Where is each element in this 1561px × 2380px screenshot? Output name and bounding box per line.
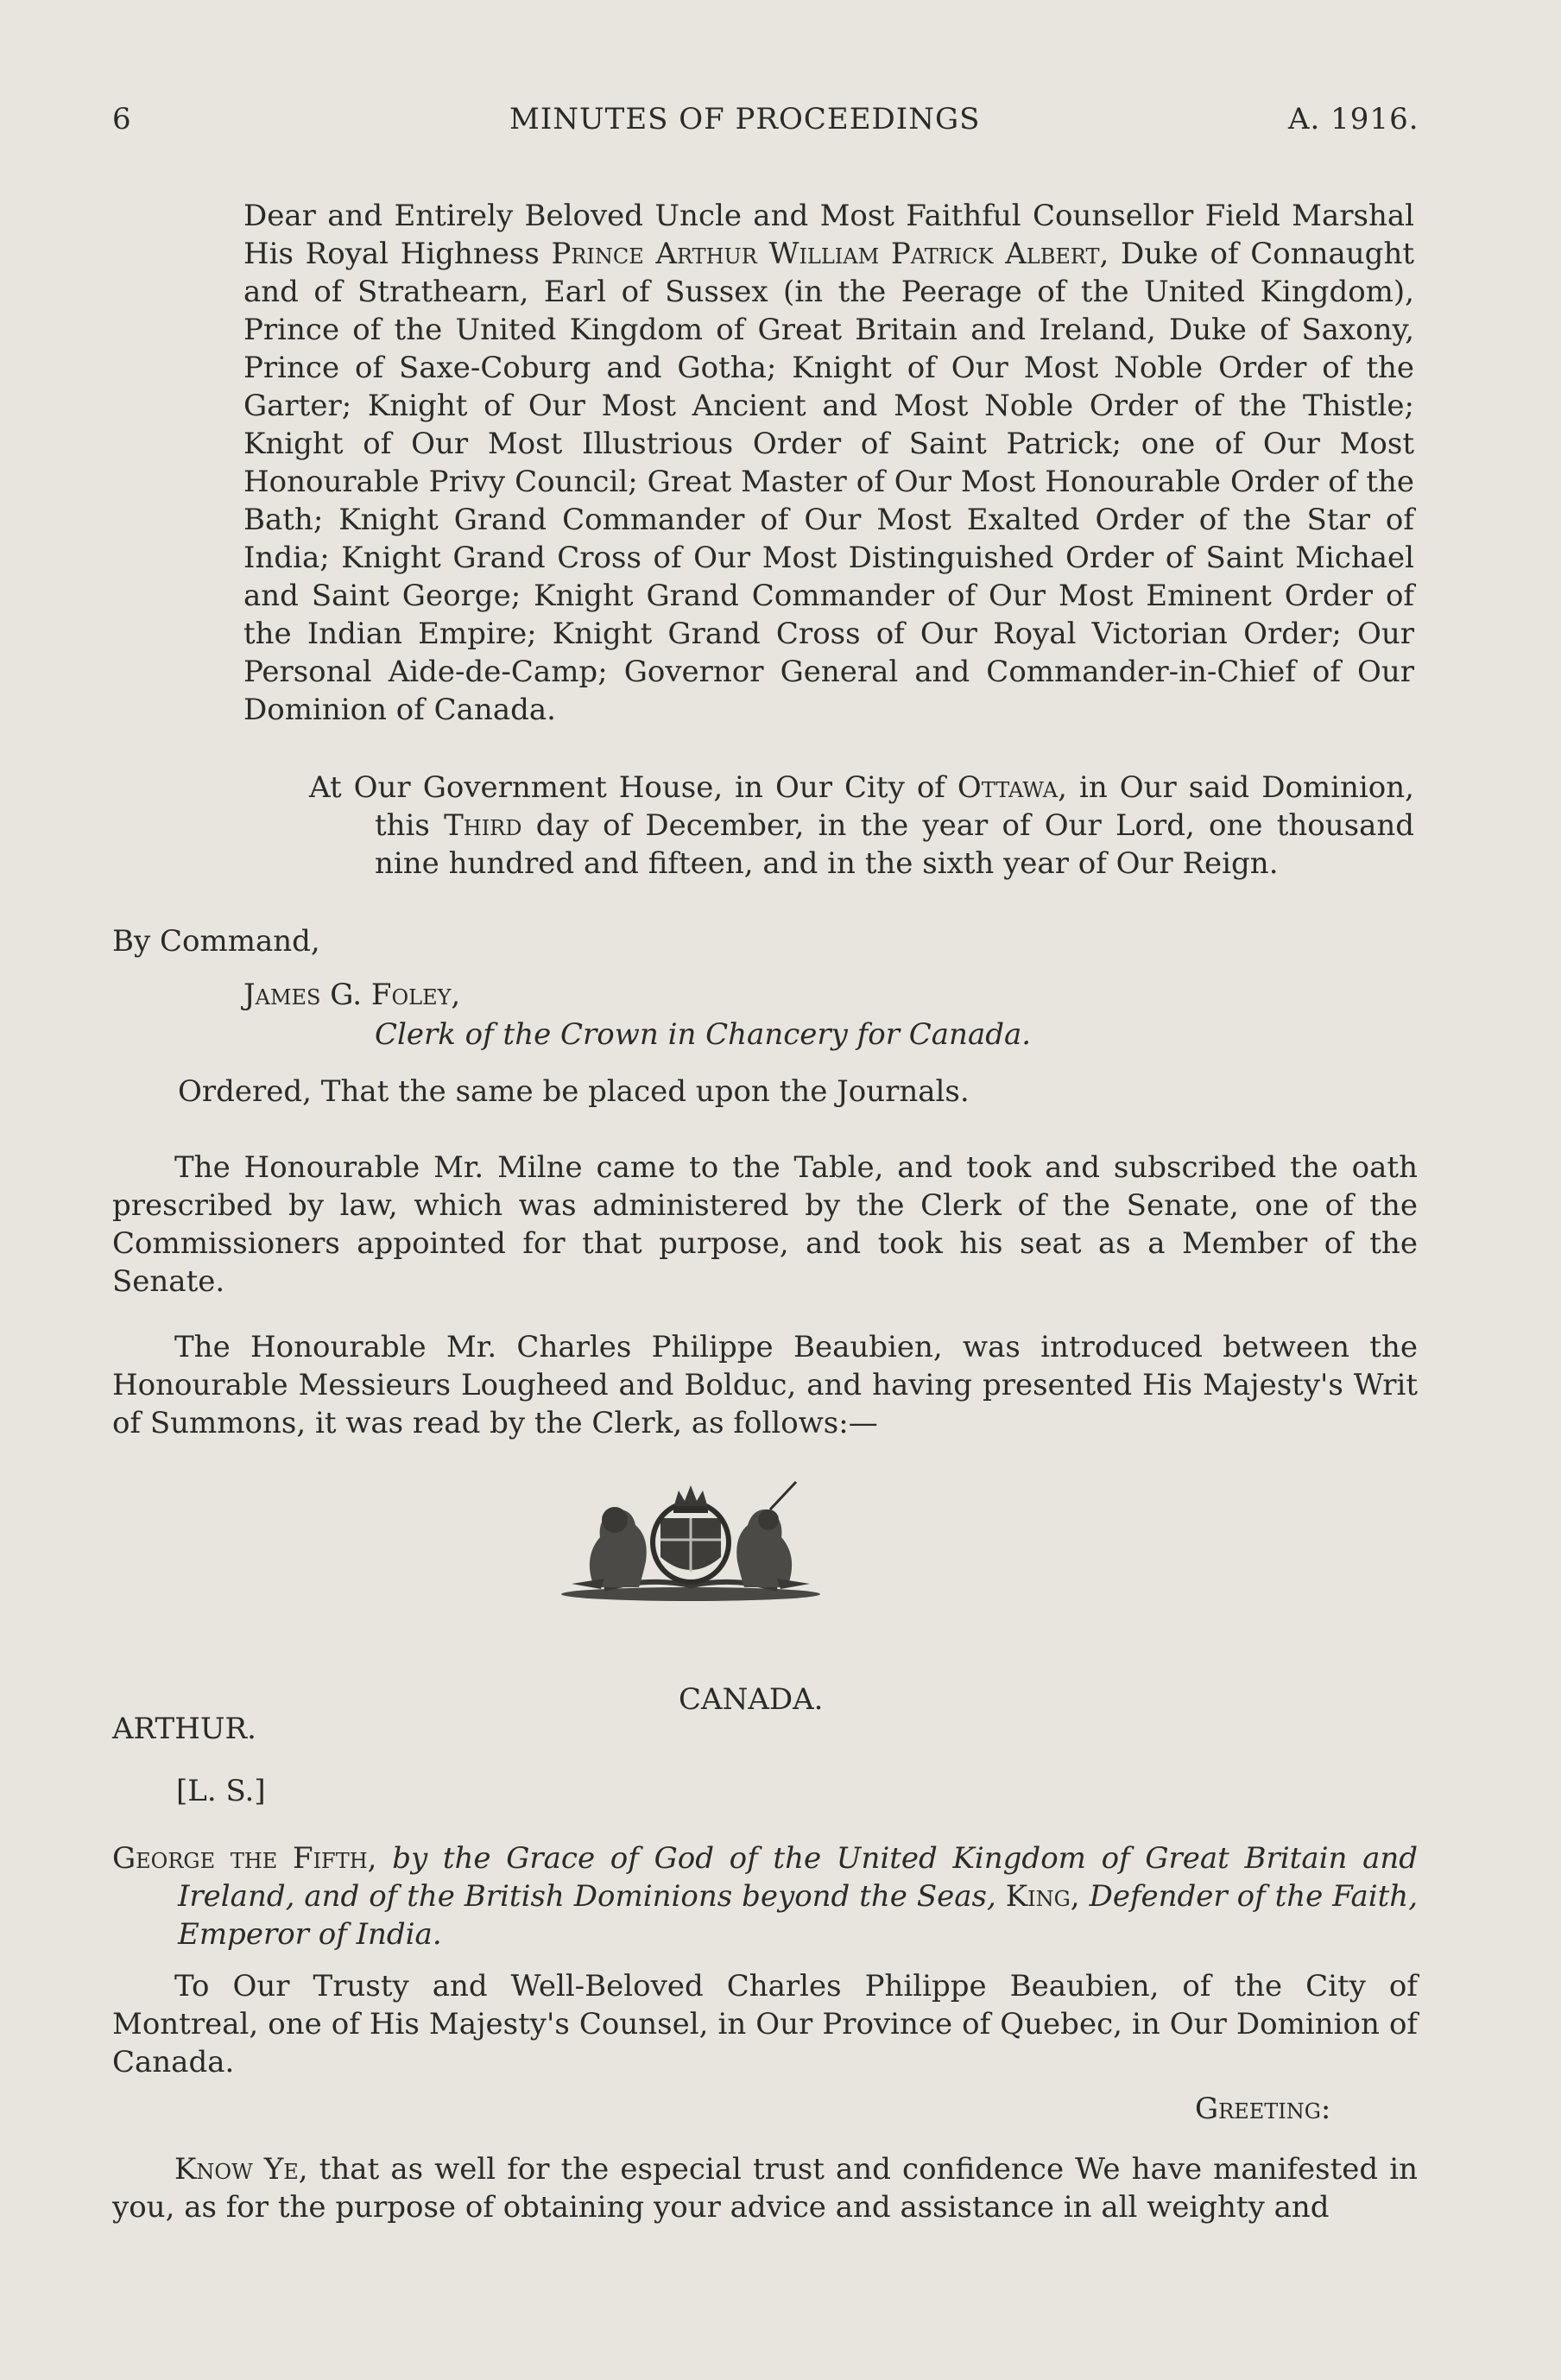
- dateline-part2: in Our said Dominion, this: [375, 770, 1414, 843]
- beaubien-paragraph: The Honourable Mr. Charles Philippe Beaubien, was introduced between the Honourable Messieurs Lougheed and Bolduc, and having presented His Majesty's Writ of Summons, it was read by the Clerk, as follows:—: [112, 1330, 1418, 1440]
- king-style: [112, 1839, 1418, 1953]
- writ-greeting: Greeting:: [1195, 2092, 1331, 2126]
- king-style-block: [112, 1839, 1418, 1953]
- running-title: MINUTES OF PROCEEDINGS: [509, 102, 981, 136]
- know-ye-paragraph: [112, 2150, 1418, 2226]
- know-ye-rest: that as well for the especial trust and confidence We have manifested in you, as for the purpose of obtaining your advice and assistance in all weighty and: [112, 2152, 1419, 2225]
- beaubien-paragraph-block: [112, 1328, 1418, 1442]
- prince-name: Prince Arthur William Patrick Albert,: [551, 237, 1109, 271]
- dateline-text: [309, 769, 1414, 883]
- king-style-2: Defender of the Faith, Emperor of India.: [178, 1879, 1419, 1952]
- signatory-title: Clerk of the Crown in Chancery for Canada.: [375, 1017, 1032, 1052]
- signatory-name: James G. Foley,: [243, 978, 461, 1012]
- writ-seal: [L. S.]: [176, 1774, 266, 1808]
- know-ye-block: [112, 2150, 1418, 2226]
- dateline-part3: day of December, in the year of Our Lord, one thousand nine hundred and fifteen, and in the sixth year of Our Reign.: [375, 808, 1415, 881]
- commission-text: [243, 197, 1414, 729]
- writ-country: CANADA.: [679, 1682, 824, 1717]
- writ-address: To Our Trusty and Well-Beloved Charles Philippe Beaubien, of the City of Montreal, one of His Majesty's Counsel, in Our Province of Quebec, in Our Dominion of Canada.: [112, 1969, 1418, 2079]
- king-name: George the Fifth,: [112, 1841, 377, 1876]
- address-block: [112, 1967, 1418, 2081]
- commission-part2: Duke of Connaught and of Strathearn, Earl of Sussex (in the Peerage of the United Kingdom), Prince of the United Kingdom of Great Britain and Ireland, Duke of Saxony, Prince of Saxe-Coburg and Gotha; Knight of Our Most Noble Order of the Garter; Knight of Our Most Ancient and Most Noble Order of the Thistle; Knight of Our Most Illustrious Order of Saint Patrick; one of Our Most Honourable Privy Council; Great Master of Our Most Honourable Order of the Bath; Knight Grand Commander of Our Most Exalted Order of the Star of India; Knight Grand Cross of Our Most Distinguished Order of Saint Michael and Saint George; Knight Grand Commander of Our Most Eminent Order of the Indian Empire; Knight Grand Cross of Our Royal Victorian Order; Our Personal Aide-de-Camp; Governor General and Commander-in-Chief of Our Dominion of Canada.: [243, 237, 1415, 727]
- session-label: A. 1916.: [1288, 102, 1419, 136]
- commission-part1: Dear and Entirely Beloved Uncle and Most Faithful Counsellor Field Marshal His Royal Highness: [243, 199, 1414, 271]
- dateline-city: Ottawa,: [957, 770, 1067, 805]
- writ-signed: ARTHUR.: [112, 1712, 256, 1746]
- king-style-1: by the Grace of God of the United Kingdom of Great Britain and Ireland, and of the British Dominions beyond the Seas,: [178, 1841, 1418, 1914]
- by-command: By Command,: [112, 924, 320, 959]
- commission-address: [243, 197, 1414, 729]
- dateline-day: Third: [444, 808, 522, 843]
- royal-coat-of-arms-icon: [553, 1475, 829, 1605]
- dateline: [309, 769, 1414, 883]
- milne-paragraph: The Honourable Mr. Milne came to the Table, and took and subscribed the oath prescribed by law, which was administered by the Clerk of the Senate, one of the Commissioners appointed for that purpose, and took his seat as a Member of the Senate.: [112, 1150, 1418, 1299]
- dateline-part1: At Our Government House, in Our City of: [309, 770, 945, 805]
- king-title: King,: [1005, 1879, 1080, 1914]
- ordered-paragraph: Ordered, That the same be placed upon the Journals.: [178, 1074, 970, 1109]
- milne-paragraph-block: [112, 1149, 1418, 1301]
- know-ye: Know Ye,: [174, 2152, 308, 2187]
- page-number: 6: [112, 102, 132, 136]
